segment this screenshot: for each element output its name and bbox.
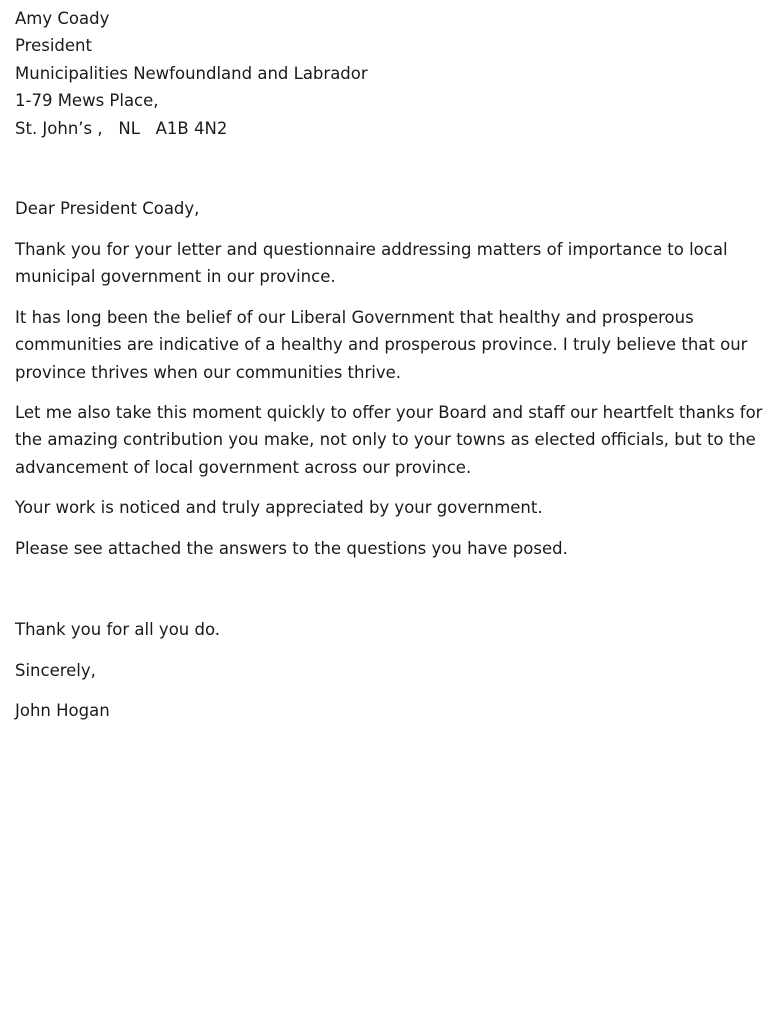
body-paragraph-3: Let me also take this moment quickly to offer your Board and staff our heartfelt thanks for the amazing contribution you make, not only to your towns as elected officials, but to the advancement of local government across our province. bbox=[15, 403, 763, 477]
closing-thanks: Thank you for all you do. bbox=[15, 620, 221, 639]
recipient-street: 1-79 Mews Place, bbox=[15, 91, 159, 111]
recipient-organization: Municipalities Newfoundland and Labrador bbox=[15, 63, 368, 83]
closing: Sincerely, bbox=[15, 661, 96, 680]
body-paragraph-2: It has long been the belief of our Liberal Government that healthy and prosperous communities are indicative of a healthy and prosperous province. I truly believe that our province thrives when our communities thrive. bbox=[15, 308, 748, 382]
recipient-city-line: St. John’s , NL A1B 4N2 bbox=[15, 118, 228, 138]
signature-name: John Hogan bbox=[15, 701, 110, 720]
body-paragraph-1: Thank you for your letter and questionnaire addressing matters of importance to local municipal government in our province. bbox=[15, 240, 728, 287]
recipient-address-block bbox=[15, 5, 775, 142]
recipient-name: Amy Coady bbox=[15, 9, 110, 28]
body-paragraph-4: Your work is noticed and truly appreciated by your government. bbox=[15, 498, 543, 517]
recipient-title: President bbox=[15, 36, 92, 56]
body-paragraph-5: Please see attached the answers to the questions you have posed. bbox=[15, 539, 568, 558]
salutation: Dear President Coady, bbox=[15, 199, 200, 218]
